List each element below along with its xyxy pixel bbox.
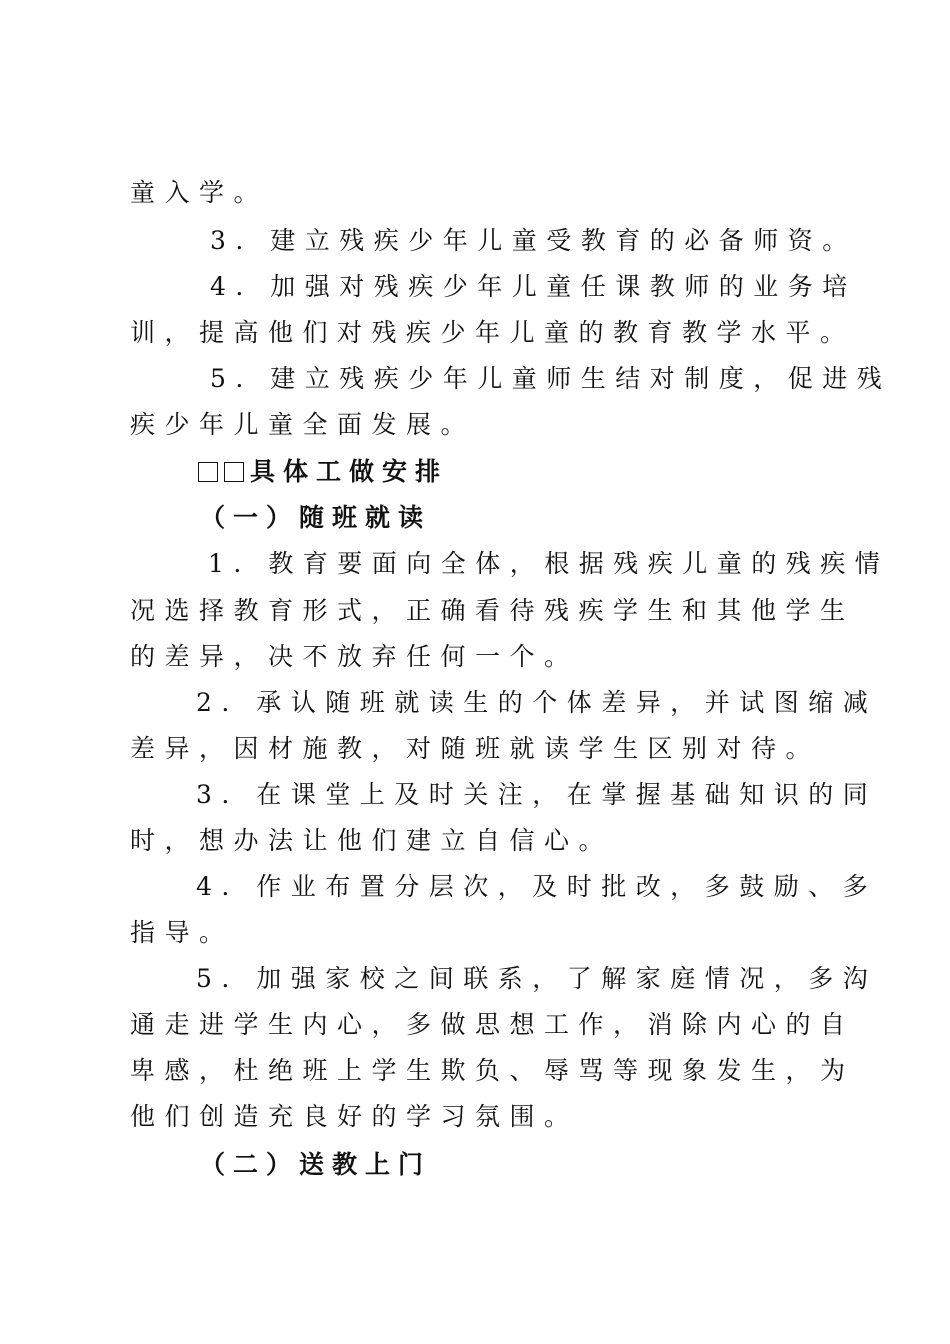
paragraph-line: 4. 作业布置分层次，及时批改，多鼓励、多 xyxy=(196,872,878,901)
paragraph-line: 的差异，决不放弃任何一个。 xyxy=(130,642,579,671)
paragraph-line: 3. 在课堂上及时关注，在掌握基础知识的同 xyxy=(196,780,878,809)
paragraph-line: 他们创造充良好的学习氛围。 xyxy=(130,1102,579,1131)
paragraph-line: 童入学。 xyxy=(130,178,269,207)
paragraph-line: 5. 加强家校之间联系，了解家庭情况，多沟 xyxy=(196,964,878,993)
paragraph-line: 通走进学生内心，多做思想工作，消除内心的自 xyxy=(130,1010,855,1039)
paragraph-line: 卑感，杜绝班上学生欺负、辱骂等现象发生，为 xyxy=(130,1056,855,1085)
paragraph-line: 1. 教育要面向全体，根据残疾儿童的残疾情 xyxy=(208,549,890,578)
paragraph-line: 指导。 xyxy=(130,918,234,947)
paragraph-line: 况选择教育形式，正确看待残疾学生和其他学生 xyxy=(130,596,855,625)
paragraph-line: 训，提高他们对残疾少年儿童的教育教学水平。 xyxy=(130,318,855,347)
paragraph-line: 差异，因材施教，对随班就读学生区别对待。 xyxy=(130,734,821,763)
paragraph-line: 2. 承认随班就读生的个体差异，并试图缩减 xyxy=(196,688,878,717)
paragraph-line: 3. 建立残疾少年儿童受教育的必备师资。 xyxy=(210,226,857,255)
section-heading-text: 具体工做安排 xyxy=(250,457,449,486)
subsection-heading: （二）送教上门 xyxy=(200,1150,432,1179)
paragraph-line: 时，想办法让他们建立自信心。 xyxy=(130,826,614,855)
missing-glyph-box-icon xyxy=(224,462,244,482)
subsection-heading: （一）随班就读 xyxy=(200,503,432,532)
paragraph-line: 疾少年儿童全面发展。 xyxy=(130,410,476,439)
paragraph-line: 4. 加强对残疾少年儿童任课教师的业务培 xyxy=(210,272,857,301)
section-heading xyxy=(198,459,448,484)
paragraph-line: 5. 建立残疾少年儿童师生结对制度，促进残 xyxy=(210,364,892,393)
missing-glyph-box-icon xyxy=(198,462,218,482)
